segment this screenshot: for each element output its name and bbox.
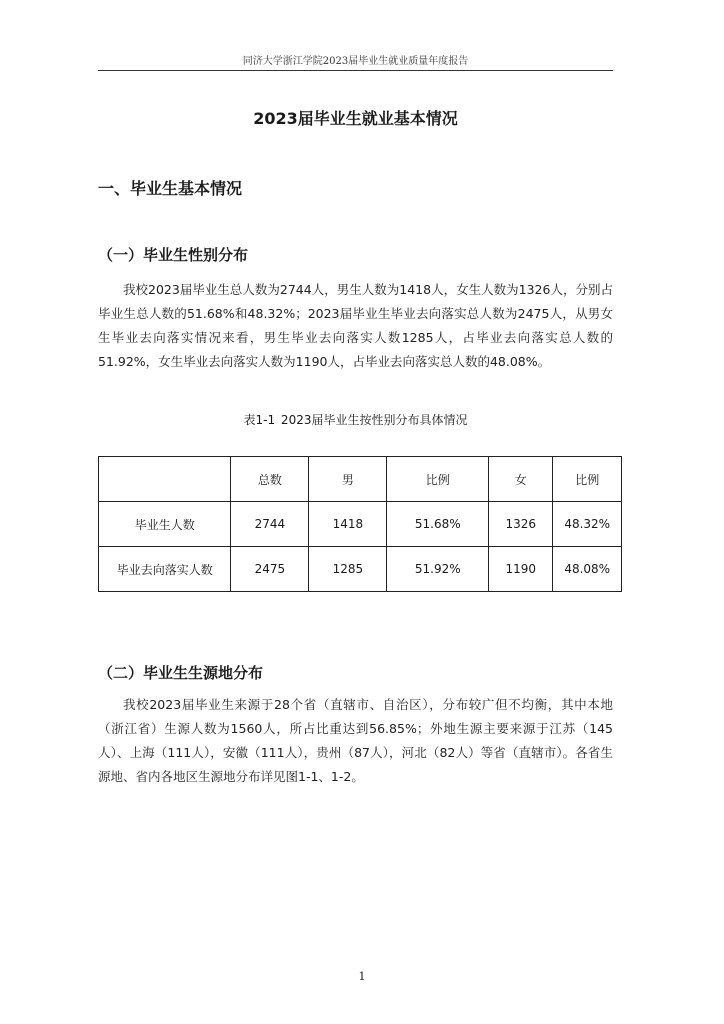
table-caption: 表1-1 2023届毕业生按性别分布具体情况 xyxy=(243,413,468,427)
paragraph-origin-distribution: 我校2023届毕业生来源于28个省（直辖市、自治区），分布较广但不均衡，其中本地（浙江省）生源人数为1560人，所占比重达到56.85%；外地生源主要来源于江苏（145人）、上海（111人），安徽（111人），贵州（87人），河北（82人）等省（直辖市）。各省生源地、省内各地区生源地分布详见图1-1、1-2。 xyxy=(98,697,613,784)
table-cell: 51.92% xyxy=(387,547,489,592)
table-header-cell: 比例 xyxy=(553,457,622,502)
table-row-label: 毕业生人数 xyxy=(99,502,231,547)
table-cell: 2475 xyxy=(231,547,309,592)
table-cell: 1285 xyxy=(309,547,387,592)
header-divider xyxy=(98,70,613,71)
table-header-row xyxy=(99,457,622,502)
table-cell: 2744 xyxy=(231,502,309,547)
subsection-heading-gender: （一）毕业生性别分布 xyxy=(98,246,249,264)
table-header-cell: 总数 xyxy=(231,457,309,502)
table-cell: 1326 xyxy=(489,502,553,547)
table-cell: 51.68% xyxy=(387,502,489,547)
gender-distribution-table xyxy=(98,456,622,592)
section-heading-basic-info: 一、毕业生基本情况 xyxy=(98,179,243,198)
table-row xyxy=(99,502,622,547)
table-row-label: 毕业去向落实人数 xyxy=(99,547,231,592)
table-cell: 48.32% xyxy=(553,502,622,547)
table-cell: 48.08% xyxy=(553,547,622,592)
subsection-heading-origin: （二）毕业生生源地分布 xyxy=(98,664,264,682)
table-header-cell xyxy=(99,457,231,502)
page-number: 1 xyxy=(358,970,366,983)
table-header-cell: 比例 xyxy=(387,457,489,502)
table-header-cell: 女 xyxy=(489,457,553,502)
table-row xyxy=(99,547,622,592)
page-title: 2023届毕业生就业基本情况 xyxy=(253,109,458,128)
table-header-cell: 男 xyxy=(309,457,387,502)
table-cell: 1418 xyxy=(309,502,387,547)
paragraph-gender-distribution: 我校2023届毕业生总人数为2744人，男生人数为1418人，女生人数为1326人，分别占毕业生总人数的51.68%和48.32%；2023届毕业生毕业去向落实总人数为2475人，从男女生毕业去向落实情况来看，男生毕业去向落实人数1285人，占毕业去向落实总人数的51.92%，女生毕业去向落实人数为1190人，占毕业去向落实总人数的48.08%。 xyxy=(98,282,613,369)
running-header: 同济大学浙江学院2023届毕业生就业质量年度报告 xyxy=(242,56,469,67)
table-cell: 1190 xyxy=(489,547,553,592)
